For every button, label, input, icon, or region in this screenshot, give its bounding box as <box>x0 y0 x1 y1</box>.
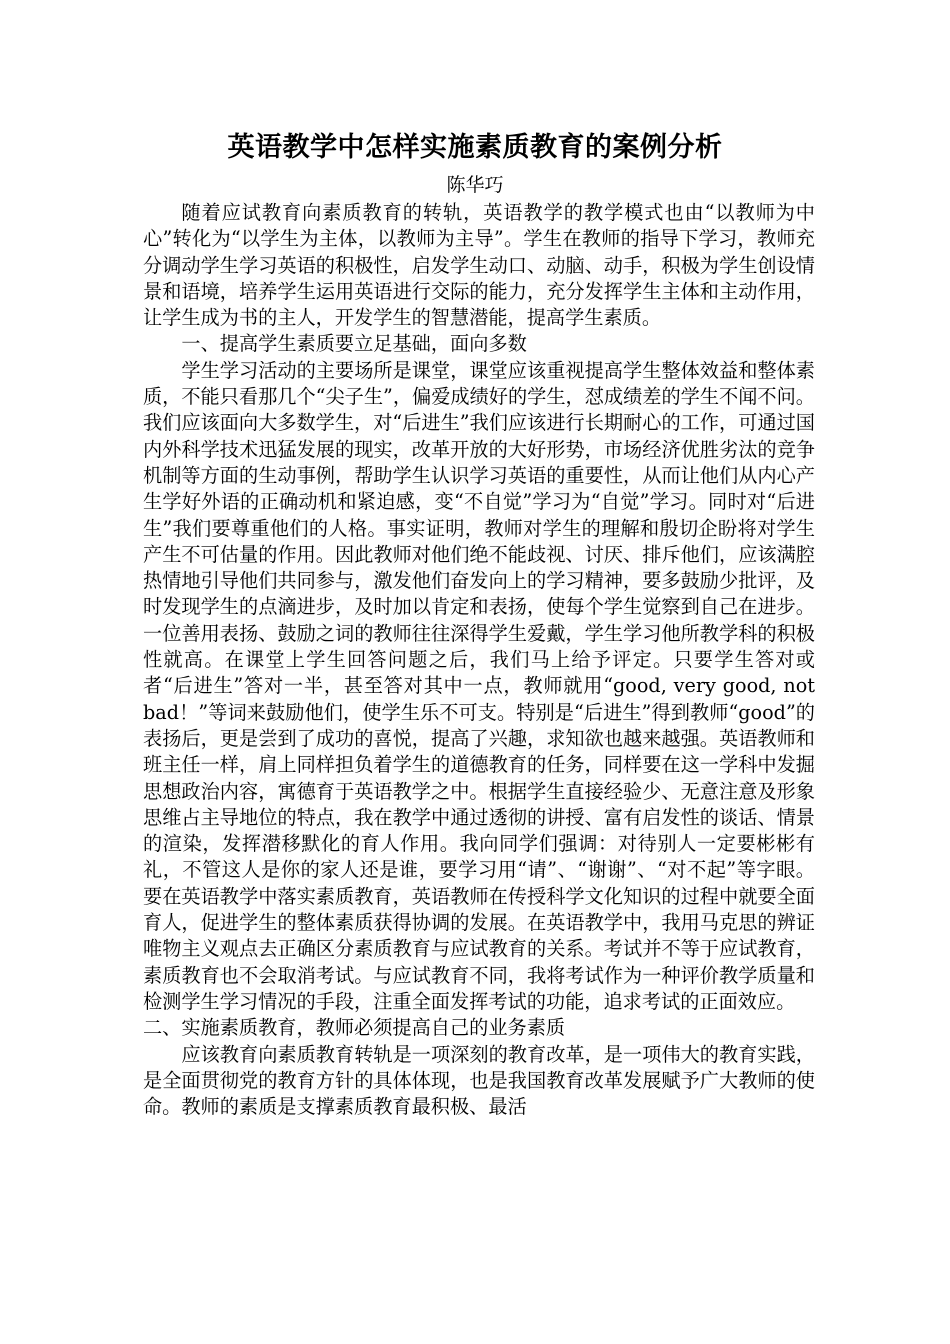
section-heading-2: 二、实施素质教育，教师必须提高自己的业务素质 <box>143 1016 566 1040</box>
section-heading-1: 一、提高学生素质要立足基础，面向多数 <box>181 332 527 356</box>
paragraph-section-2: 应该教育向素质教育转轨是一项深刻的教育改革，是一项伟大的教育实践，是全面贯彻党的教育方针的具体体现，也是我国教育改革发展赋予广大教师的使命。教师的素质是支撑素质教育最积极、最活 <box>143 1042 815 1119</box>
paragraph-intro: 随着应试教育向素质教育的转轨，英语教学的教学模式也由“以教师为中心”转化为“以学生为主体，以教师为主导”。学生在教师的指导下学习，教师充分调动学生学习英语的积极性，启发学生动口、动脑、动手，积极为学生创设情景和语境，培养学生运用英语进行交际的能力，充分发挥学生主体和主动作用，让学生成为书的主人，开发学生的智慧潜能，提高学生素质。 <box>143 201 815 330</box>
document-author: 陈华巧 <box>446 174 504 196</box>
document-title: 英语教学中怎样实施素质教育的案例分析 <box>227 132 723 163</box>
paragraph-section-1: 学生学习活动的主要场所是课堂，课堂应该重视提高学生整体效益和整体素质，不能只看那几个“尖子生”，偏爱成绩好的学生，怼成绩差的学生不闻不问。我们应该面向大多数学生，对“后进生”我们应该进行长期耐心的工作，可通过国内外科学技术迅猛发展的现实，改革开放的大好形势，市场经济优胜劣汰的竞争机制等方面的生动事例，帮助学生认识学习英语的重要性，从而让他们从内心产生学好外语的正确动机和紧迫感，变“不自觉”学习为“自觉”学习。同时对“后进生”我们要尊重他们的人格。事实证明，教师对学生的理解和殷切企盼将对学生产生不可估量的作用。因此教师对他们绝不能歧视、讨厌、排斥他们，应该满腔热情地引导他们共同参与，激发他们奋发向上的学习精神，要多鼓励少批评，及时发现学生的点滴进步，及时加以肯定和表扬，使每个学生觉察到自己在进步。一位善用表扬、鼓励之词的教师往往深得学生爱戴，学生学习他所教学科的积极性就高。在课堂上学生回答问题之后，我们马上给予评定。只要学生答对或者“后进生”答对一半，甚至答对其中一点，教师就用“good, very good, not bad！”等词来鼓励他们，使学生乐不可支。特别是“后进生”得到教师“good”的表扬后，更是尝到了成功的喜悦，提高了兴趣，求知欲也越来越强。英语教师和班主任一样，肩上同样担负着学生的道德教育的任务，同样要在这一学科中发掘思想政治内容，寓德育于英语教学之中。根据学生直接经验少、无意注意及形象思维占主导地位的特点，我在教学中通过透彻的讲授、富有启发性的谈话、情景的渲染，发挥潜移默化的育人作用。我向同学们强调：对待别人一定要彬彬有礼，不管这人是你的家人还是谁，要学习用“请”、“谢谢”、“对不起”等字眼。要在英语教学中落实素质教育，英语教师在传授科学文化知识的过程中就要全面育人，促进学生的整体素质获得协调的发展。在英语教学中，我用马克思的辨证唯物主义观点去正确区分素质教育与应试教育的关系。考试并不等于应试教育，素质教育也不会取消考试。与应试教育不同，我将考试作为一种评价教学质量和检测学生学习情况的手段，注重全面发挥考试的功能，追求考试的正面效应。 <box>143 358 815 1013</box>
document-body <box>143 200 815 1120</box>
